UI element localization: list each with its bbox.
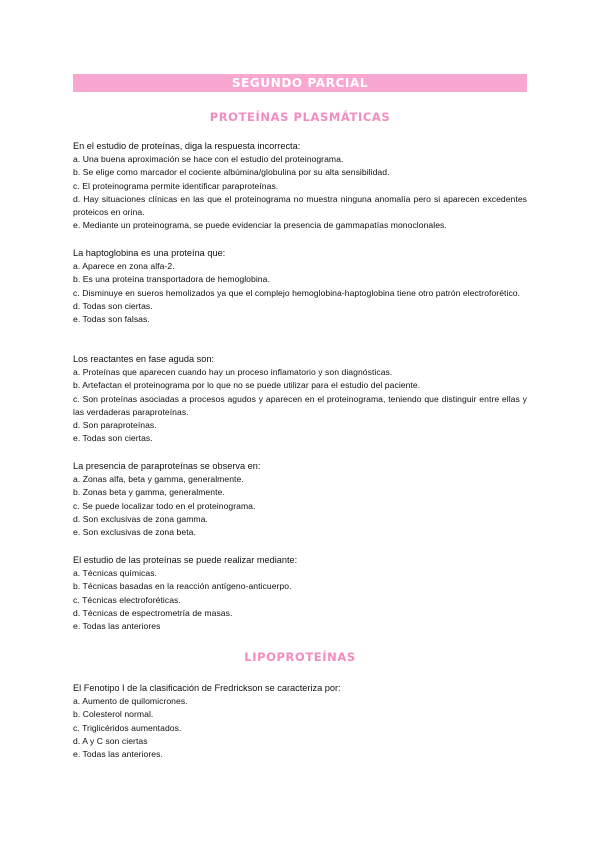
answer-option: b. Colesterol normal. (73, 709, 154, 720)
question-block (73, 140, 527, 232)
question-block (73, 460, 527, 539)
answer-option: a. Técnicas químicas. (73, 568, 157, 579)
question-text: La presencia de paraproteínas se observa en: (73, 461, 261, 471)
question-block (73, 353, 527, 445)
question-block (73, 682, 527, 761)
answer-option: d. Todas son ciertas. (73, 300, 153, 311)
answer-option: b. Es una proteína transportadora de hemoglobina. (73, 274, 270, 285)
answer-option: c. Técnicas electroforéticas. (73, 594, 181, 605)
question-text: El Fenotipo I de la clasificación de Fredrickson se caracteriza por: (73, 683, 341, 693)
answer-option: d. Técnicas de espectrometría de masas. (73, 607, 233, 618)
answer-option: d. Son paraproteínas. (73, 420, 157, 431)
answer-option: d. Son exclusivas de zona gamma. (73, 513, 208, 524)
answer-option: d. Hay situaciones clínicas en las que el proteinograma no muestra ninguna anomalía pero si aparecen excedentes proteicos en orina. (73, 193, 527, 218)
answer-option: c. Triglicéridos aumentados. (73, 722, 182, 733)
answer-option: b. Artefactan el proteinograma por lo que no se puede utilizar para el estudio del paciente. (73, 380, 421, 391)
answer-option: a. Zonas alfa, beta y gamma, generalmente. (73, 474, 244, 485)
answer-option: c. Se puede localizar todo en el proteinograma. (73, 500, 256, 511)
answer-option: e. Todas son falsas. (73, 314, 150, 325)
answer-option: e. Son exclusivas de zona beta. (73, 527, 196, 538)
question-text: Los reactantes en fase aguda son: (73, 354, 214, 364)
answer-option: e. Mediante un proteinograma, se puede evidenciar la presencia de gammapatías monoclonales. (73, 220, 447, 231)
answer-option: a. Proteínas que aparecen cuando hay un proceso inflamatorio y son diagnósticas. (73, 367, 393, 378)
page-title: SEGUNDO PARCIAL (231, 76, 369, 90)
answer-option: e. Todas las anteriores. (73, 749, 163, 760)
question-block (73, 247, 527, 326)
answer-option: d. A y C son ciertas (73, 735, 148, 746)
question-text: En el estudio de proteínas, diga la respuesta incorrecta: (73, 141, 301, 151)
answer-option: a. Aumento de quilomicrones. (73, 696, 188, 707)
answer-option: b. Se elige como marcador el cociente albúmina/globulina por su alta sensibilidad. (73, 167, 390, 178)
section-title-lipoproteinas: LIPOPROTEÍNAS (244, 650, 356, 664)
question-text: El estudio de las proteínas se puede realizar mediante: (73, 555, 298, 565)
answer-option: c. Disminuye en sueros hemolizados ya que el complejo hemoglobina-haptoglobina tiene otro patrón electroforético. (73, 287, 521, 298)
answer-option: a. Una buena aproximación se hace con el estudio del proteinograma. (73, 154, 344, 165)
answer-option: b. Técnicas basadas en la reacción antígeno-anticuerpo. (73, 581, 292, 592)
question-block (73, 554, 527, 633)
question-text: La haptoglobina es una proteína que: (73, 248, 226, 258)
section-title-proteinas: PROTEÍNAS PLASMÁTICAS (209, 110, 391, 124)
answer-option: e. Todas las anteriores (73, 621, 161, 632)
answer-option: b. Zonas beta y gamma, generalmente. (73, 487, 225, 498)
answer-option: c. Son proteínas asociadas a procesos agudos y aparecen en el proteinograma, teniendo que distinguir entre ellas y las verdaderas paraproteínas. (73, 393, 527, 417)
answer-option: a. Aparece en zona alfa-2. (73, 261, 175, 272)
answer-option: e. Todas son ciertas. (73, 433, 153, 444)
answer-option: c. El proteinograma permite identificar paraproteínas. (73, 180, 279, 191)
